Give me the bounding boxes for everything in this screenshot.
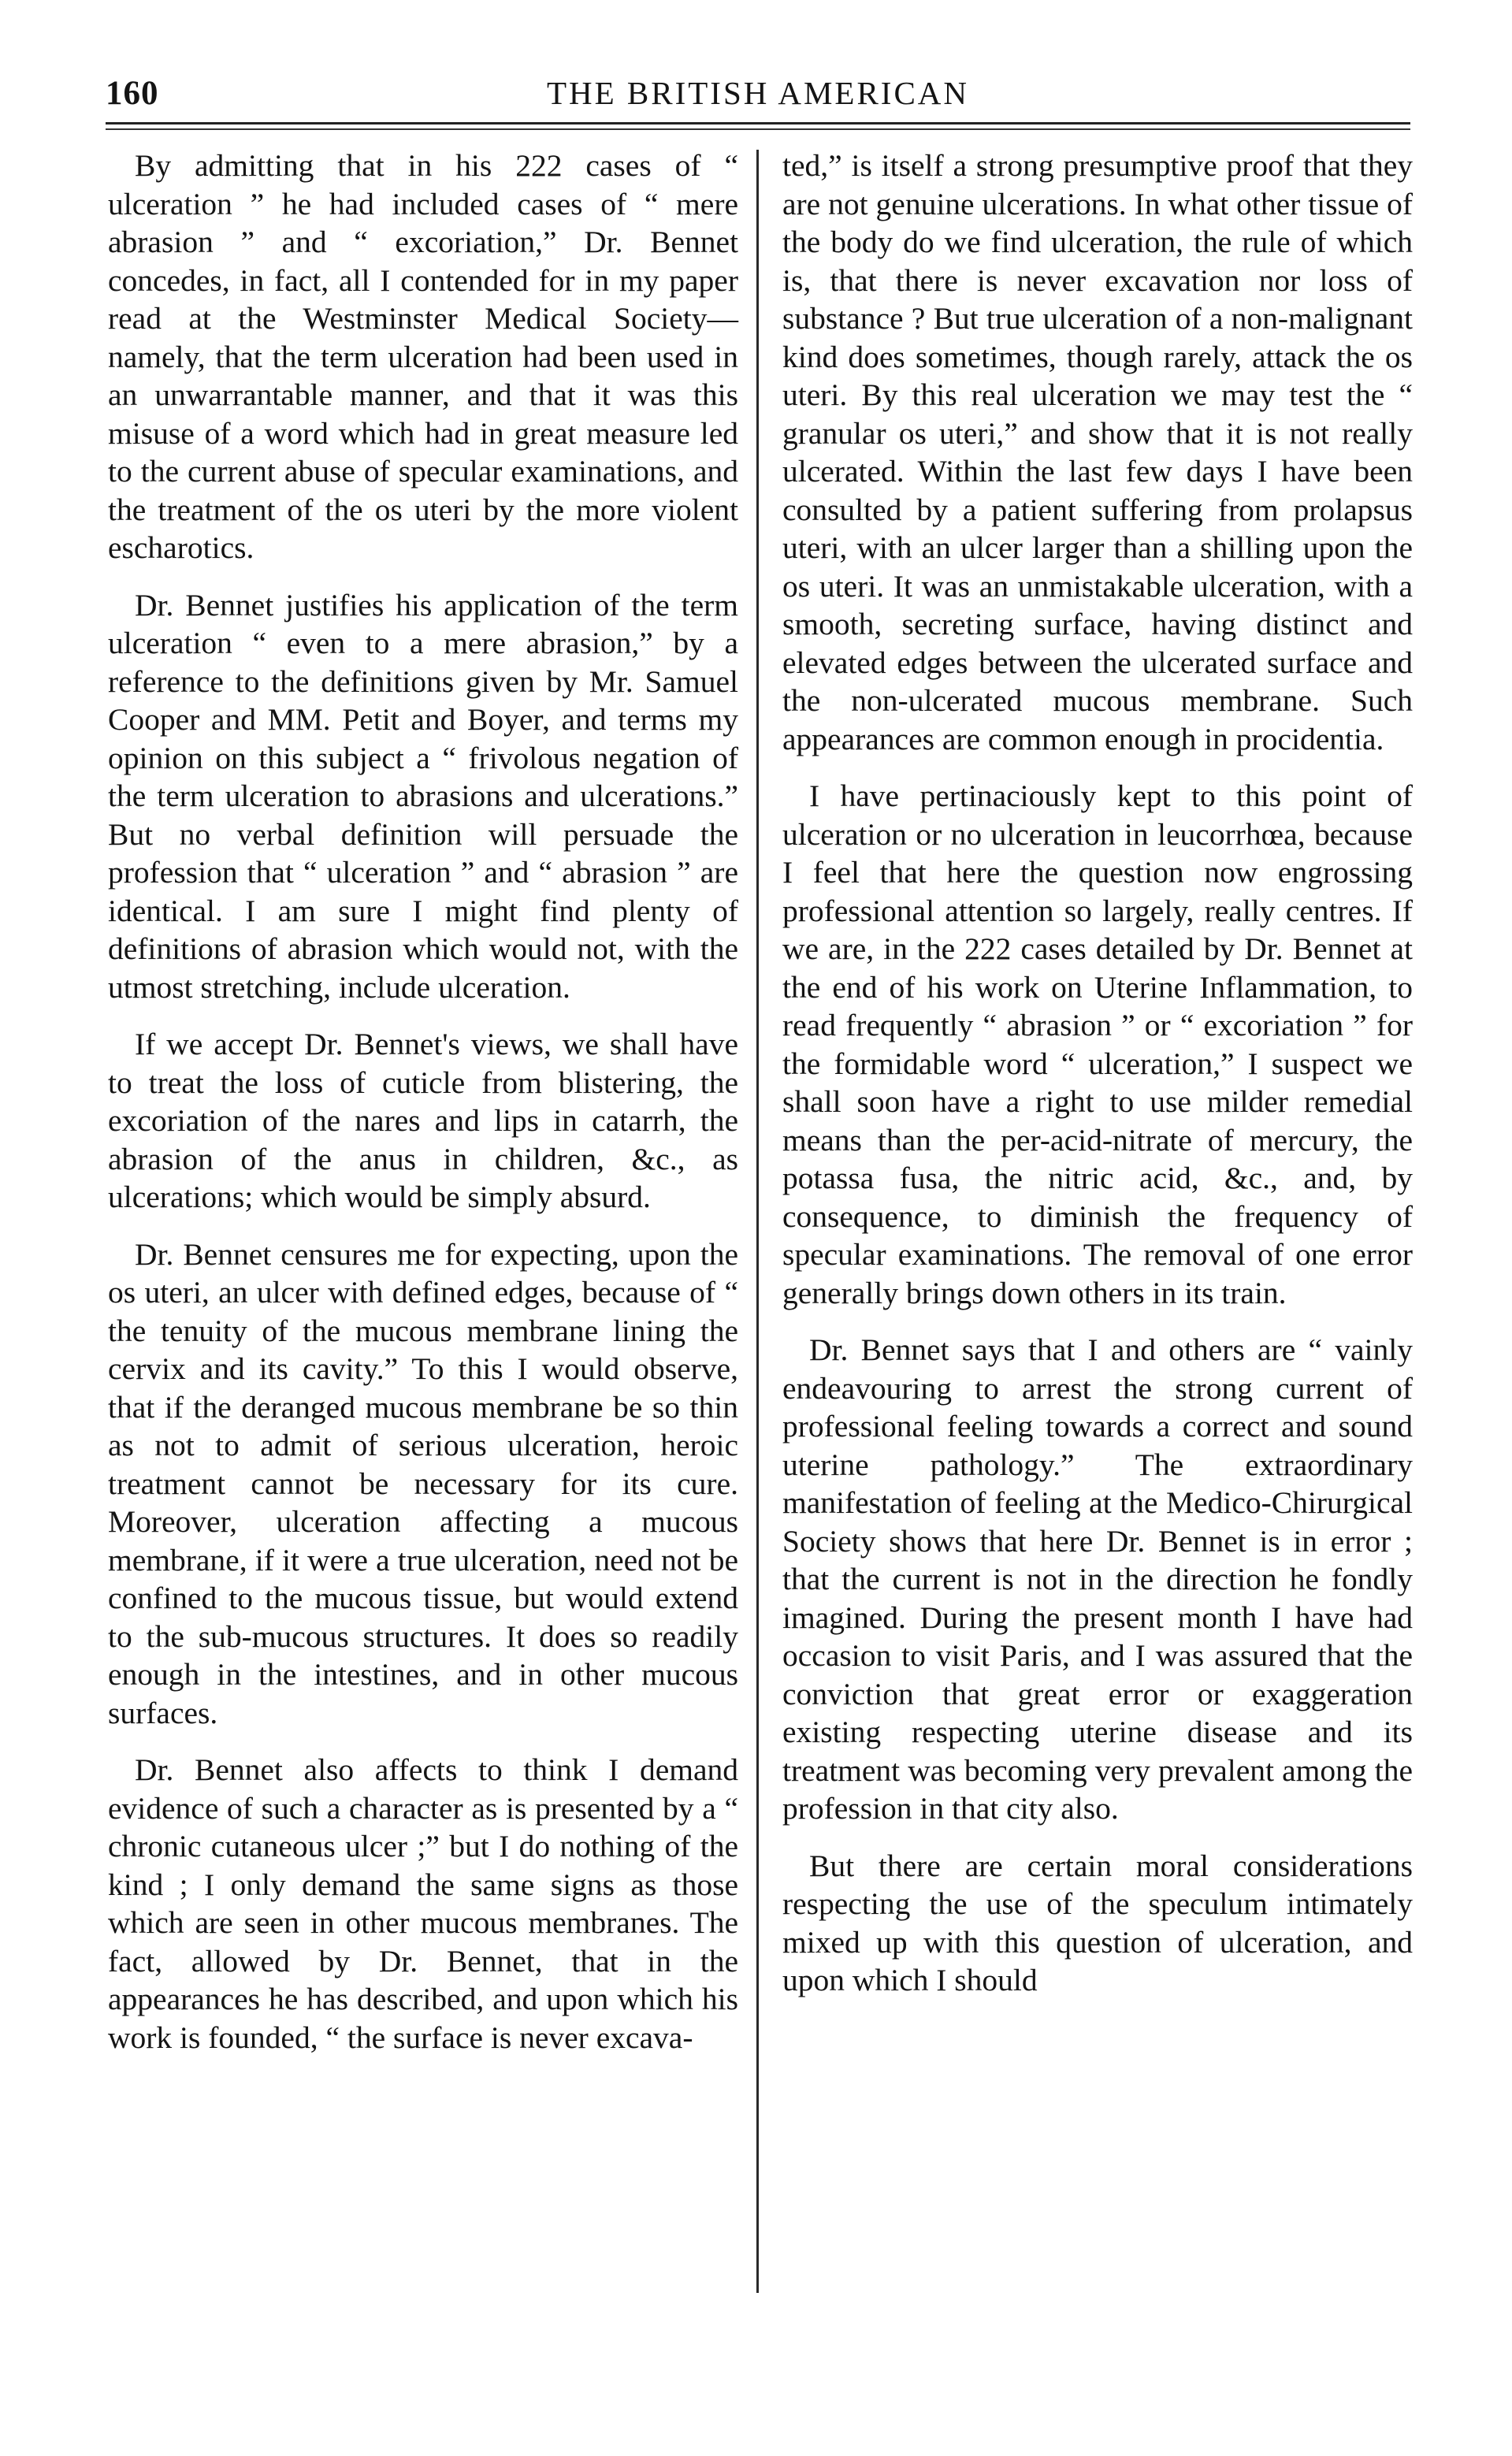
- paragraph-continued: ted,” is itself a strong presumptive proof that they are not genuine ulcerations. In what other tissue of the body do we find ulceration, the rule of which is, that there is never excavation nor loss of substance ? But true ulceration of a non-malignant kind does sometimes, though rarely, attack the os uteri. By this real ulceration we may test the “ granular os uteri,” and show that it is not really ulcerated. Within the last few days I have been consulted by a patient suffering from prolapsus uteri, with an ulcer larger than a shilling upon the os uteri. It was an unmistakable ulceration, with a smooth, secreting surface, having distinct and elevated edges between the ulcerated surface and the non-ulcerated mucous membrane. Such appearances are common enough in procidentia.: [782, 148, 1413, 756]
- paragraph: Dr. Bennet also affects to think I demand evidence of such a character as is presented by a “ chronic cutaneous ulcer ;” but I do nothing of the kind ; I only demand the same signs as those which are seen in other mucous membranes. The fact, allowed by Dr. Bennet, that in the appearances he has described, and upon which his work is founded, “ the surface is never excava-: [108, 1752, 738, 2055]
- page-header: [106, 72, 1410, 120]
- paragraph: By admitting that in his 222 cases of “ ulceration ” he had included cases of “ mere abrasion ” and “ excoriation,” Dr. Bennet concedes, in fact, all I contended for in my paper read at the Westminster Medical Society—namely, that the term ulceration had been used in an unwarrantable manner, and that it was this misuse of a word which had in great measure led to the current abuse of specular examinations, and the treatment of the os uteri by the more violent escharotics.: [108, 148, 738, 565]
- paragraph: I have pertinaciously kept to this point of ulceration or no ulceration in leucorrhœa, because I feel that here the question now engrossing professional attention so largely, really centres. If we are, in the 222 cases detailed by Dr. Bennet at the end of his work on Uterine Inflammation, to read frequently “ abrasion ” or “ excoriation ” for the formidable word “ ulceration,” I suspect we shall soon have a right to use milder remedial means than the per-acid-nitrate of mercury, the potassa fusa, the nitric acid, &c., and, by consequence, to diminish the frequency of specular examinations. The removal of one error generally brings down others in its train.: [782, 778, 1413, 1310]
- page-number: 160: [106, 75, 159, 112]
- paragraph: Dr. Bennet censures me for expecting, upon the os uteri, an ulcer with defined edges, because of “ the tenuity of the mucous membrane lining the cervix and its cavity.” To this I would observe, that if the deranged mucous membrane be so thin as not to admit of serious ulceration, heroic treatment cannot be necessary for its cure. Moreover, ulceration affecting a mucous membrane, if it were a true ulceration, need not be confined to the mucous tissue, but would extend to the sub-mucous structures. It does so readily enough in the intestines, and in other mucous surfaces.: [108, 1236, 738, 1730]
- header-rule-top: [106, 122, 1410, 124]
- header-rule-bottom: [106, 128, 1410, 130]
- left-column: [108, 147, 738, 2057]
- right-column: [782, 147, 1413, 2000]
- running-title: THE BRITISH AMERICAN: [546, 75, 970, 111]
- paragraph: If we accept Dr. Bennet's views, we shall have to treat the loss of cuticle from blistering, the excoriation of the nares and lips in catarrh, the abrasion of the anus in children, &c., as ulcerations; which would be simply absurd.: [108, 1027, 738, 1214]
- paragraph: Dr. Bennet justifies his application of the term ulceration “ even to a mere abrasion,” by a reference to the definitions given by Mr. Samuel Cooper and MM. Petit and Boyer, and terms my opinion on this subject a “ frivolous negation of the term ulceration to abrasions and ulcerations.” But no verbal definition will persuade the profession that “ ulceration ” and “ abrasion ” are identical. I am sure I might find plenty of definitions of abrasion which would not, with the utmost stretching, include ulceration.: [108, 587, 738, 1005]
- paragraph: Dr. Bennet says that I and others are “ vainly endeavouring to arrest the strong current of professional feeling towards a correct and sound uterine pathology.” The extraordinary manifestation of feeling at the Medico-Chirurgical Society shows that here Dr. Bennet is in error ; that the current is not in the direction he fondly imagined. During the present month I have had occasion to visit Paris, and I was assured that the conviction that great error or exaggeration existing respecting uterine disease and its treatment was becoming very prevalent among the profession in that city also.: [782, 1332, 1413, 1826]
- column-divider: [756, 150, 759, 2293]
- paragraph: But there are certain moral considerations respecting the use of the speculum intimately mixed up with this question of ulceration, and upon which I should: [782, 1848, 1413, 1997]
